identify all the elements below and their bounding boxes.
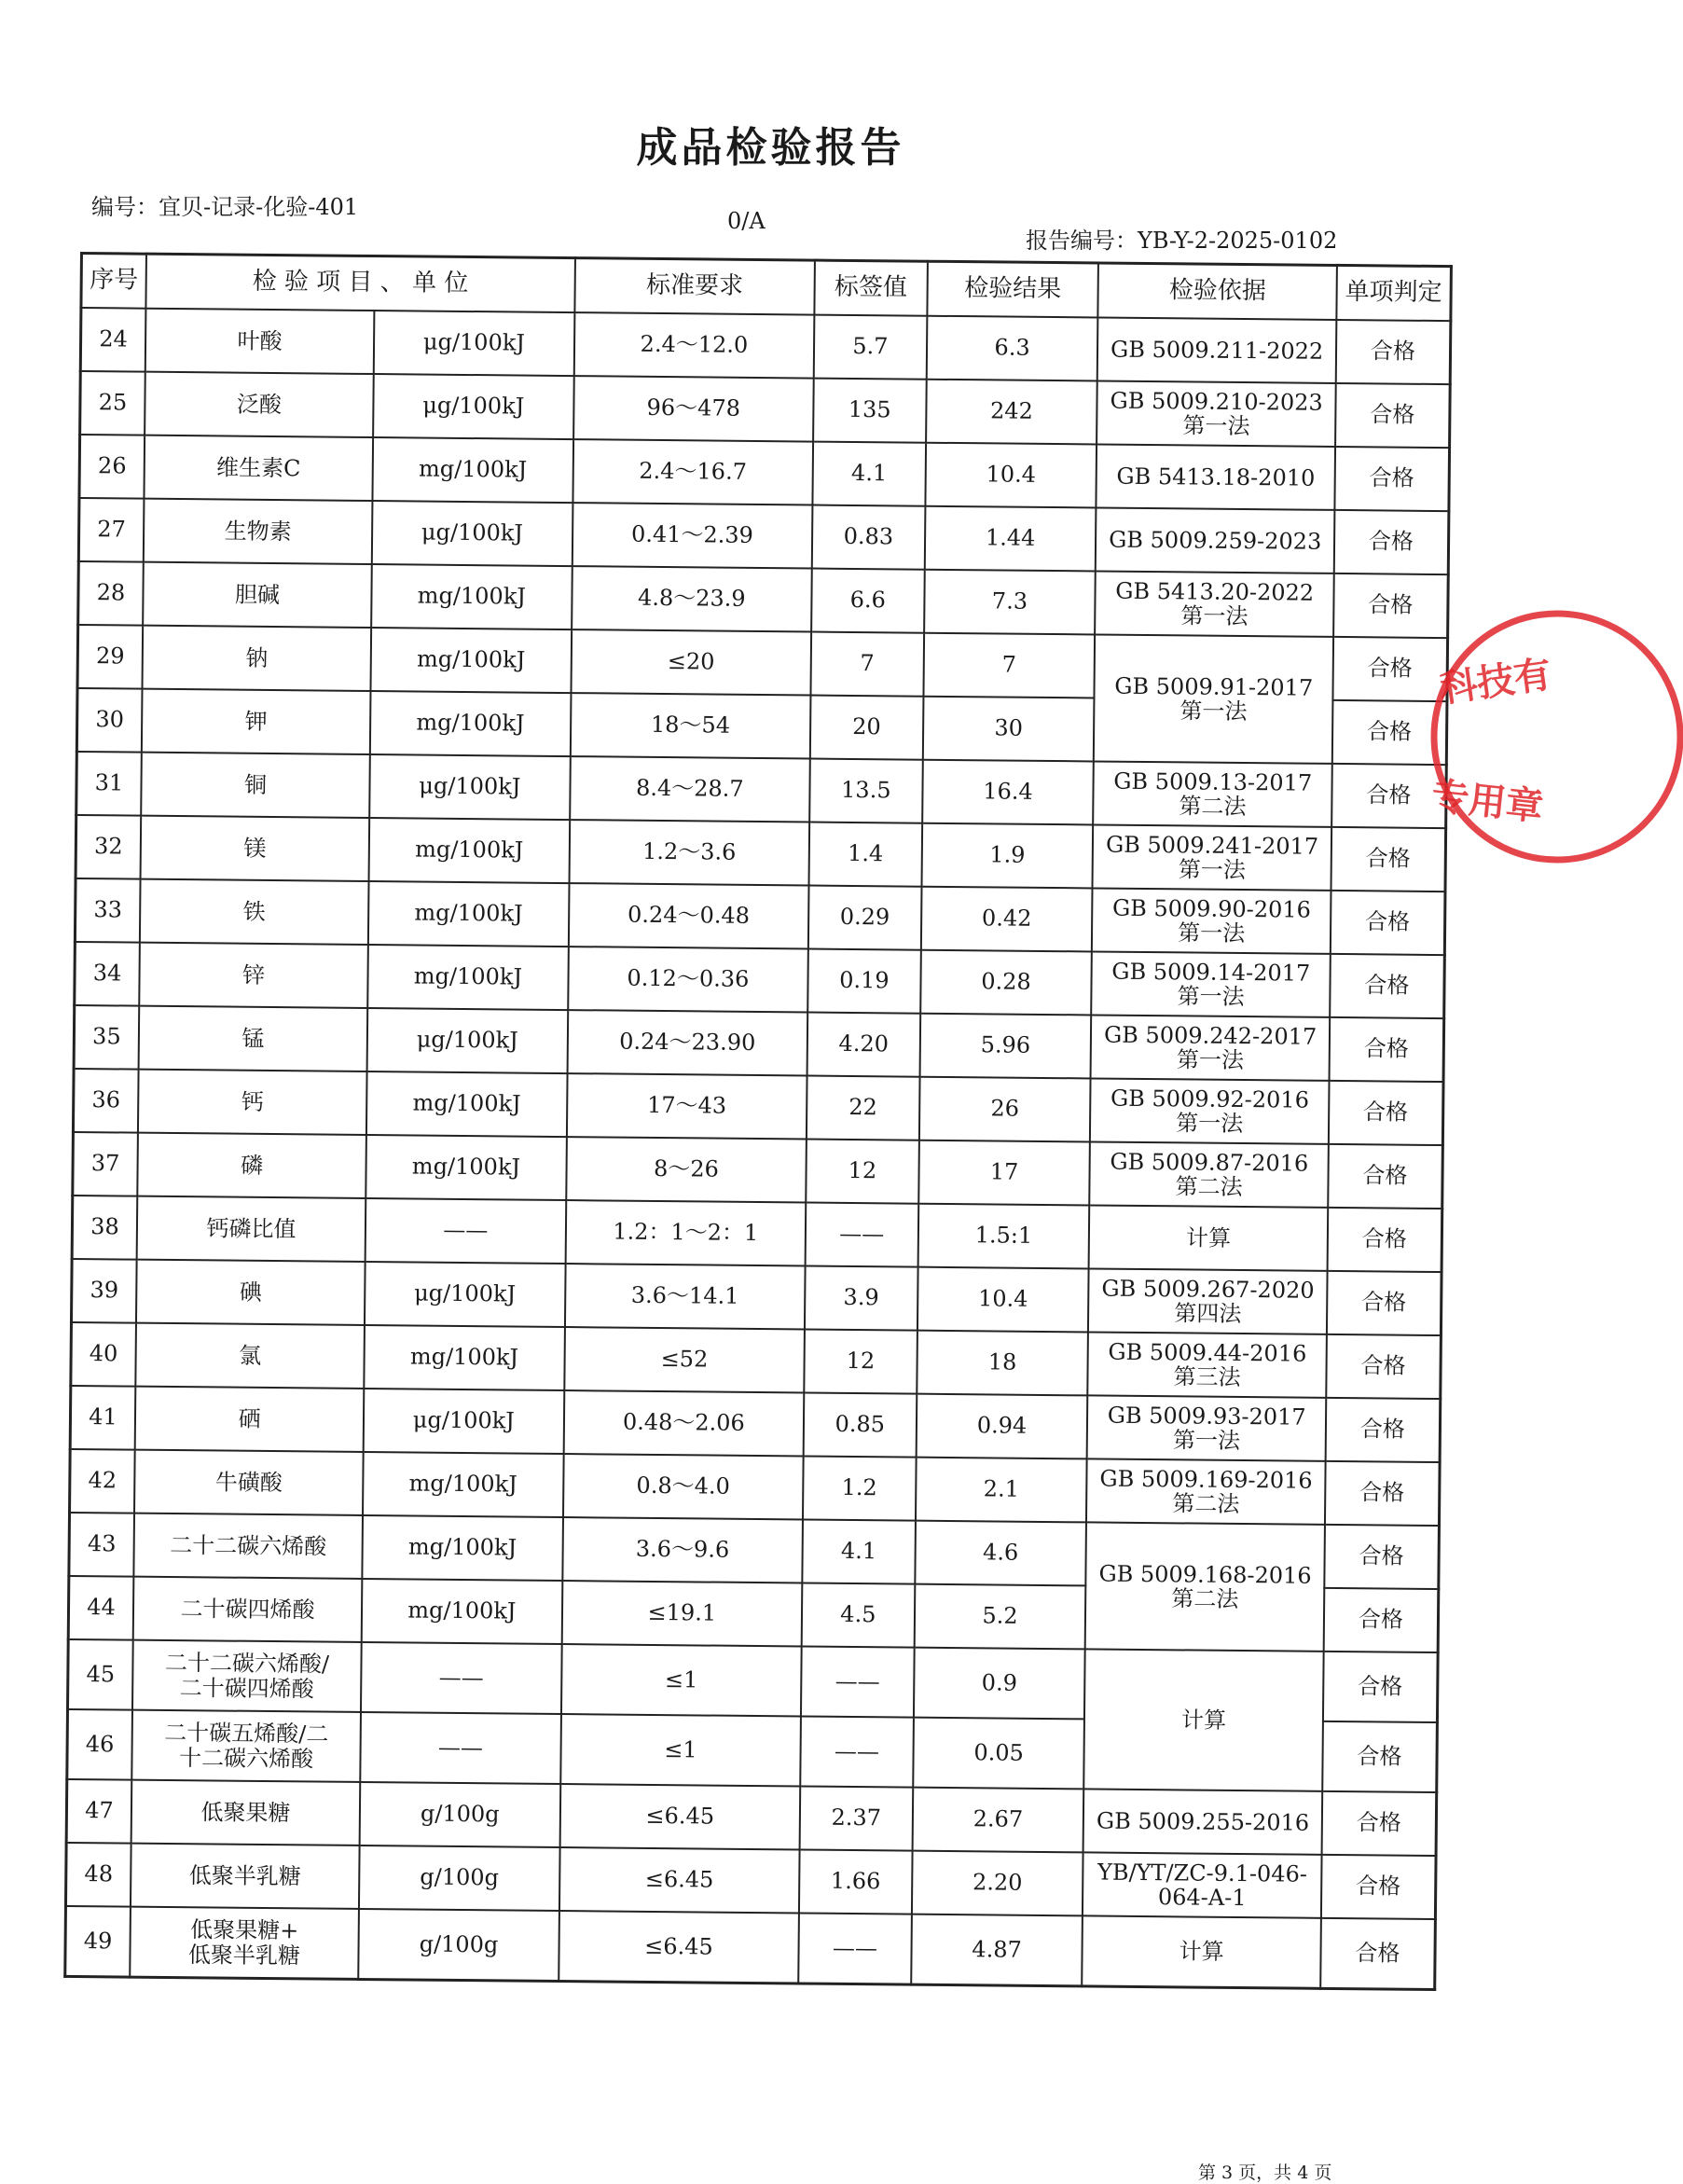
row-unit: mg/100kJ	[369, 818, 570, 883]
row-standard: 1.2：1～2：1	[565, 1200, 806, 1265]
row-seq: 49	[65, 1906, 131, 1977]
row-verdict: 合格	[1335, 383, 1450, 448]
company-seal	[1403, 597, 1683, 877]
row-label-value: 0.83	[812, 505, 925, 570]
row-standard: 0.24～0.48	[569, 883, 809, 948]
row-basis: 计算	[1089, 1205, 1328, 1270]
header-verdict: 单项判定	[1336, 265, 1451, 321]
row-verdict: 合格	[1324, 1525, 1439, 1589]
row-item: 低聚果糖	[131, 1780, 361, 1845]
row-verdict: 合格	[1336, 320, 1451, 384]
row-verdict: 合格	[1330, 954, 1444, 1018]
row-seq: 26	[79, 435, 145, 499]
row-item: 碘	[136, 1260, 366, 1325]
row-verdict: 合格	[1334, 447, 1449, 511]
row-item: 钙磷比值	[137, 1196, 366, 1262]
row-label-value: 4.20	[807, 1013, 920, 1077]
table-body	[65, 308, 1451, 1990]
header-item-unit: 检 验 项 目 、 单 位	[145, 254, 574, 312]
row-item: 生物素	[144, 499, 373, 564]
row-standard: 0.12～0.36	[568, 947, 808, 1012]
row-seq: 40	[71, 1322, 136, 1387]
row-item: 维生素C	[144, 435, 373, 501]
row-standard: 2.4～16.7	[572, 439, 813, 505]
row-seq: 44	[68, 1576, 133, 1640]
row-standard: ≤20	[571, 629, 811, 695]
svg-text:科技有: 科技有	[1437, 653, 1554, 712]
row-item: 二十碳五烯酸/二 十二碳六烯酸	[131, 1710, 361, 1782]
row-label-value: 4.5	[802, 1583, 915, 1647]
row-verdict: 合格	[1331, 764, 1446, 828]
row-standard: ≤6.45	[559, 1847, 800, 1913]
row-result: 2.67	[912, 1788, 1084, 1853]
row-verdict: 合格	[1322, 1721, 1437, 1792]
row-basis: GB 5009.211-2022	[1097, 317, 1336, 382]
row-standard: 8～26	[566, 1137, 807, 1202]
row-unit: μg/100kJ	[364, 1389, 564, 1454]
report-title: 成品检验报告	[636, 124, 905, 172]
row-standard: 3.6～9.6	[562, 1517, 803, 1583]
row-basis: GB 5009.90-2016 第一法	[1092, 888, 1331, 953]
row-unit: μg/100kJ	[373, 374, 573, 439]
row-unit: μg/100kJ	[372, 501, 572, 566]
row-unit: mg/100kJ	[366, 1135, 566, 1200]
row-standard: 2.4～12.0	[573, 312, 814, 378]
row-label-value: 5.7	[814, 315, 927, 380]
row-seq: 32	[76, 815, 141, 879]
row-seq: 47	[66, 1779, 131, 1844]
row-basis: GB 5009.13-2017 第二法	[1094, 761, 1332, 826]
row-standard: 4.8～23.9	[572, 566, 812, 631]
row-basis: GB 5009.44-2016 第三法	[1088, 1332, 1327, 1397]
row-seq: 35	[74, 1005, 139, 1070]
row-basis: 计算	[1083, 1915, 1321, 1988]
row-label-value: 12	[806, 1140, 918, 1204]
row-standard: ≤52	[564, 1327, 805, 1392]
inspection-table	[63, 252, 1453, 1991]
report-number: 报告编号：YB-Y-2-2025-0102	[1026, 228, 1338, 254]
row-result: 0.28	[920, 950, 1093, 1016]
row-result: 17	[918, 1140, 1091, 1206]
row-standard: 8.4～28.7	[570, 756, 810, 822]
row-unit: mg/100kJ	[362, 1515, 562, 1581]
row-label-value: 3.9	[805, 1266, 917, 1331]
row-verdict: 合格	[1325, 1461, 1440, 1526]
row-basis: GB 5009.87-2016 第二法	[1090, 1141, 1329, 1207]
row-result: 7.3	[924, 570, 1097, 635]
row-unit: g/100g	[359, 1845, 559, 1911]
row-unit: g/100g	[360, 1782, 560, 1847]
row-label-value: 4.1	[812, 442, 925, 506]
row-result: 4.6	[915, 1521, 1087, 1586]
row-unit: ——	[360, 1712, 560, 1784]
row-label-value: ——	[800, 1716, 913, 1787]
row-seq: 33	[75, 878, 140, 943]
row-result: 5.2	[914, 1584, 1086, 1650]
table-container	[63, 252, 1453, 1991]
row-verdict: 合格	[1328, 1144, 1442, 1209]
row-result: 1.44	[924, 506, 1097, 572]
row-result: 16.4	[922, 760, 1095, 825]
row-verdict: 合格	[1331, 827, 1445, 892]
row-verdict: 合格	[1321, 1855, 1436, 1919]
row-label-value: 2.37	[800, 1786, 913, 1850]
row-basis: GB 5009.93-2017 第一法	[1087, 1395, 1326, 1460]
table-row	[67, 1639, 1438, 1722]
row-label-value: 13.5	[809, 759, 922, 823]
row-label-value: 20	[810, 696, 923, 760]
row-verdict: 合格	[1331, 891, 1445, 955]
row-item: 铁	[140, 879, 369, 945]
row-item: 钙	[138, 1070, 367, 1135]
row-seq: 30	[76, 688, 142, 753]
row-label-value: ——	[798, 1913, 911, 1984]
row-label-value: 12	[804, 1330, 917, 1394]
row-basis: GB 5009.210-2023 第一法	[1097, 380, 1336, 446]
row-label-value: 6.6	[811, 569, 924, 633]
row-basis: GB 5009.267-2020 第四法	[1088, 1268, 1327, 1334]
row-label-value: ——	[801, 1646, 914, 1717]
row-item: 钠	[142, 626, 371, 691]
row-seq: 45	[67, 1639, 132, 1710]
row-unit: μg/100kJ	[374, 311, 574, 376]
row-result: 1.5:1	[917, 1204, 1090, 1269]
row-result: 10.4	[925, 443, 1097, 508]
row-verdict: 合格	[1334, 510, 1449, 574]
row-result: 18	[917, 1331, 1089, 1396]
row-result: 6.3	[926, 316, 1098, 381]
row-item: 钾	[142, 689, 371, 754]
row-basis: GB 5009.241-2017 第一法	[1093, 824, 1331, 890]
row-standard: ≤6.45	[559, 1911, 799, 1984]
row-verdict: 合格	[1325, 1398, 1440, 1462]
row-standard: ≤1	[561, 1644, 802, 1716]
row-unit: mg/100kJ	[371, 628, 572, 693]
row-unit: mg/100kJ	[367, 945, 568, 1010]
row-result: 4.87	[911, 1914, 1083, 1986]
row-seq: 28	[78, 561, 144, 626]
row-unit: μg/100kJ	[365, 1262, 565, 1327]
row-standard: 96～478	[573, 376, 814, 441]
row-label-value: 0.19	[807, 949, 920, 1014]
header-label-value: 标签值	[814, 260, 927, 316]
row-result: 2.1	[916, 1458, 1088, 1523]
row-basis: GB 5009.14-2017 第一法	[1092, 951, 1331, 1016]
row-seq: 38	[72, 1196, 137, 1260]
row-unit: μg/100kJ	[369, 754, 570, 820]
row-verdict: 合格	[1326, 1334, 1441, 1399]
row-item: 叶酸	[145, 309, 375, 374]
row-standard: 0.48～2.06	[563, 1390, 804, 1456]
row-seq: 31	[76, 752, 142, 816]
row-item: 锰	[139, 1006, 368, 1071]
row-basis: GB 5009.91-2017 第一法	[1094, 634, 1333, 763]
row-result: 7	[923, 633, 1096, 698]
row-result: 0.94	[916, 1394, 1088, 1459]
row-basis: GB 5009.92-2016 第一法	[1090, 1078, 1329, 1143]
row-item: 氯	[135, 1323, 365, 1389]
row-standard: 18～54	[570, 693, 810, 758]
row-label-value: 0.85	[804, 1393, 917, 1458]
row-verdict: 合格	[1332, 637, 1447, 701]
row-item: 低聚果糖+ 低聚半乳糖	[130, 1907, 359, 1980]
row-result: 1.9	[921, 823, 1094, 889]
row-basis: GB 5009.259-2023	[1096, 507, 1334, 573]
row-standard: ≤1	[560, 1714, 801, 1786]
row-seq: 25	[80, 371, 145, 435]
row-seq: 24	[80, 308, 145, 372]
row-item: 硒	[135, 1387, 365, 1452]
header-seq: 序号	[81, 254, 146, 309]
row-seq: 43	[69, 1513, 134, 1577]
row-label-value: 7	[811, 632, 924, 697]
row-verdict: 合格	[1332, 700, 1447, 765]
row-unit: g/100g	[358, 1909, 559, 1982]
row-basis: GB 5413.18-2010	[1097, 444, 1335, 509]
row-item: 镁	[140, 816, 369, 881]
row-label-value: 22	[807, 1076, 919, 1140]
row-seq: 29	[77, 625, 143, 689]
row-result: 0.42	[920, 887, 1093, 952]
row-unit: μg/100kJ	[367, 1008, 568, 1073]
row-item: 磷	[137, 1133, 366, 1198]
row-unit: mg/100kJ	[362, 1579, 562, 1644]
table-row	[65, 1906, 1436, 1990]
row-standard: 0.41～2.39	[572, 503, 812, 568]
row-standard: 1.2～3.6	[569, 820, 809, 885]
row-standard: 17～43	[567, 1073, 807, 1139]
row-seq: 42	[70, 1449, 135, 1514]
row-standard: 0.24～23.90	[567, 1010, 807, 1075]
row-result: 0.05	[913, 1718, 1085, 1790]
row-basis: GB 5009.169-2016 第二法	[1086, 1458, 1325, 1524]
row-result: 2.20	[912, 1851, 1084, 1916]
row-item: 二十二碳六烯酸/ 二十碳四烯酸	[132, 1640, 362, 1712]
row-seq: 39	[71, 1259, 136, 1323]
row-label-value: ——	[806, 1203, 918, 1267]
row-item: 锌	[139, 943, 368, 1008]
row-result: 5.96	[919, 1014, 1092, 1079]
document-number: 编号：宜贝-记录-化验-401	[91, 194, 359, 220]
row-result: 30	[922, 697, 1095, 762]
row-unit: mg/100kJ	[371, 564, 572, 629]
row-seq: 36	[73, 1069, 138, 1133]
row-verdict: 合格	[1327, 1271, 1442, 1335]
page-footer: 第 3 页，共 4 页	[1198, 2163, 1332, 2183]
svg-text:专用章: 专用章	[1429, 775, 1546, 830]
row-label-value: 4.1	[802, 1520, 915, 1584]
row-seq: 34	[75, 942, 140, 1006]
row-standard: ≤6.45	[559, 1784, 800, 1849]
row-label-value: 135	[813, 379, 926, 443]
row-item: 胆碱	[143, 562, 372, 628]
row-verdict: 合格	[1329, 1081, 1443, 1145]
row-verdict: 合格	[1320, 1918, 1435, 1990]
row-unit: mg/100kJ	[366, 1071, 567, 1137]
row-label-value: 1.66	[799, 1849, 912, 1914]
row-result: 10.4	[917, 1267, 1090, 1333]
row-basis: GB 5009.255-2016	[1083, 1789, 1322, 1854]
row-standard: 0.8～4.0	[563, 1454, 804, 1519]
row-basis: GB 5009.168-2016 第二法	[1085, 1522, 1325, 1651]
row-seq: 46	[67, 1709, 132, 1780]
row-seq: 41	[70, 1386, 135, 1450]
row-seq: 27	[78, 498, 144, 562]
row-result: 0.9	[914, 1648, 1086, 1720]
row-result: 242	[926, 380, 1098, 445]
row-unit: mg/100kJ	[370, 691, 571, 756]
row-item: 低聚半乳糖	[131, 1844, 360, 1909]
row-label-value: 1.4	[809, 822, 922, 887]
row-basis: 计算	[1084, 1649, 1324, 1790]
row-verdict: 合格	[1323, 1652, 1438, 1722]
row-verdict: 合格	[1333, 574, 1448, 638]
row-unit: mg/100kJ	[364, 1325, 564, 1390]
row-label-value: 1.2	[803, 1457, 916, 1521]
revision-number: 0/A	[727, 208, 766, 234]
row-item: 二十二碳六烯酸	[133, 1514, 363, 1579]
header-result: 检验结果	[927, 261, 1098, 317]
row-unit: mg/100kJ	[373, 437, 573, 503]
row-item: 泛酸	[145, 372, 374, 437]
row-unit: mg/100kJ	[368, 881, 569, 947]
row-unit: ——	[361, 1642, 561, 1714]
row-verdict: 合格	[1321, 1791, 1436, 1856]
row-item: 铜	[141, 753, 370, 818]
row-item: 牛磺酸	[134, 1450, 364, 1515]
row-standard: 3.6～14.1	[565, 1264, 806, 1329]
header-basis: 检验依据	[1098, 263, 1337, 320]
row-verdict: 合格	[1323, 1588, 1438, 1652]
row-verdict: 合格	[1327, 1208, 1442, 1272]
row-basis: YB/YT/ZC-9.1-046- 064-A-1	[1083, 1852, 1321, 1917]
row-verdict: 合格	[1329, 1017, 1443, 1082]
row-item: 二十碳四烯酸	[133, 1577, 363, 1642]
row-basis: GB 5009.242-2017 第一法	[1091, 1015, 1330, 1080]
row-standard: ≤19.1	[561, 1581, 802, 1646]
row-result: 26	[918, 1077, 1091, 1142]
row-unit: ——	[366, 1198, 566, 1264]
row-seq: 48	[65, 1843, 131, 1907]
row-seq: 37	[73, 1132, 138, 1196]
header-standard: 标准要求	[574, 258, 815, 315]
row-unit: mg/100kJ	[363, 1452, 563, 1517]
row-basis: GB 5413.20-2022 第一法	[1096, 571, 1334, 636]
row-label-value: 0.29	[808, 886, 921, 950]
